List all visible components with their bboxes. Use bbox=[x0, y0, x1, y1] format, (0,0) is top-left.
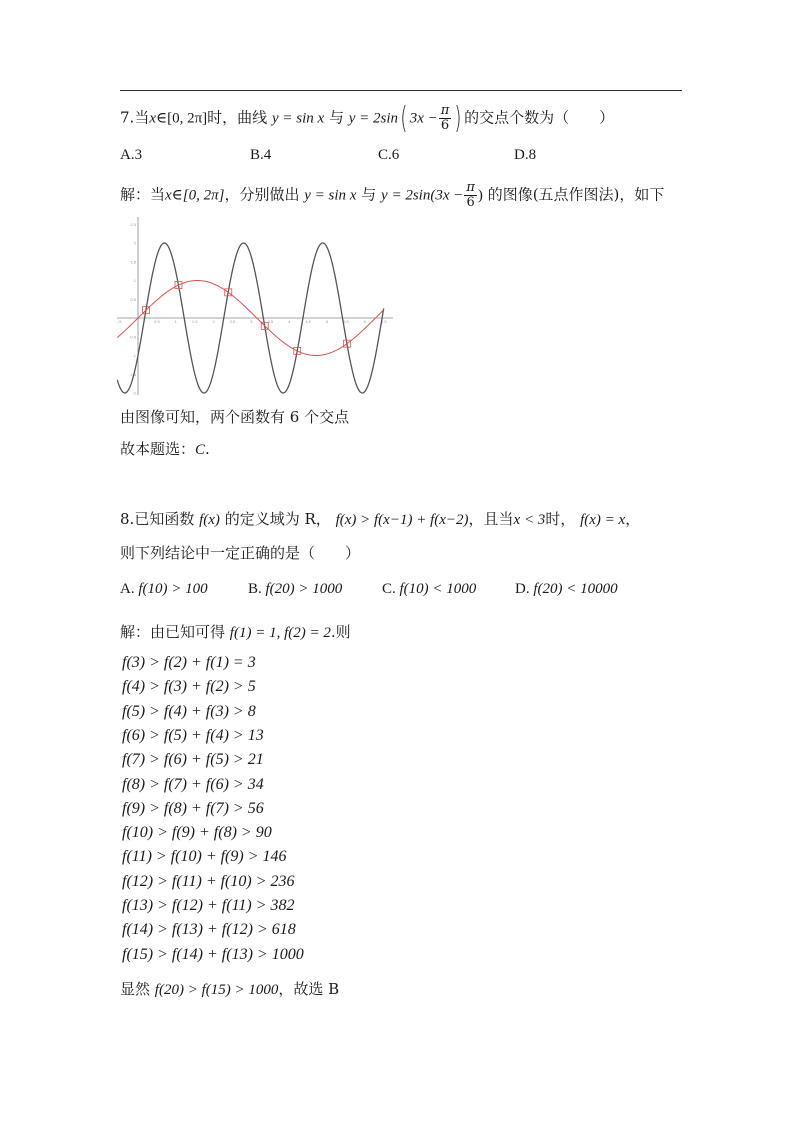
option-expr: f(10) < 1000 bbox=[399, 581, 477, 597]
q7-text: 当 bbox=[134, 108, 150, 127]
q7-option-d: D.8 bbox=[514, 147, 537, 163]
y-tick-label: -2 bbox=[132, 390, 136, 395]
solution-domain: x∈[0, 2π] bbox=[165, 187, 225, 204]
q8-condition: x < 3 bbox=[513, 512, 546, 528]
q7-text: 时，曲线 bbox=[207, 108, 268, 127]
left-paren: ( bbox=[400, 100, 408, 136]
solution-text: 与 bbox=[361, 185, 377, 204]
solution-step: f(15) > f(14) + f(13) > 1000 bbox=[122, 945, 304, 963]
x-tick-label: 6.5 bbox=[380, 319, 387, 324]
q8-option-b bbox=[248, 579, 342, 599]
q8-option-a bbox=[120, 579, 208, 599]
solution-text: .则 bbox=[330, 623, 351, 641]
y-tick-label: 2.5 bbox=[130, 221, 136, 227]
solution-step: f(6) > f(5) + f(4) > 13 bbox=[122, 726, 264, 744]
q7-text: 的交点个数为（ ） bbox=[464, 108, 615, 127]
q7-curve2: y = 2sin bbox=[348, 110, 399, 127]
solution-step: f(13) > f(12) + f(11) > 382 bbox=[122, 897, 295, 914]
solution-text: 的图像(五点作图法)，如下 bbox=[487, 185, 665, 204]
q7-number: 7. bbox=[120, 108, 135, 127]
solution-step: f(12) > f(11) + f(10) > 236 bbox=[122, 872, 295, 890]
q8-number: 8. bbox=[120, 510, 135, 528]
solution-text: ，分别做出 bbox=[224, 185, 300, 204]
q7-option-c: C.6 bbox=[378, 147, 400, 163]
q7-stem bbox=[120, 100, 615, 136]
q7-text: 与 bbox=[328, 108, 344, 127]
q8-stem-line2: 则下列结论中一定正确的是（ ） bbox=[120, 544, 361, 562]
solution-expr: f(1) = 1, f(2) = 2 bbox=[229, 625, 331, 641]
solution-step: f(14) > f(13) + f(12) > 618 bbox=[122, 921, 296, 939]
x-tick-label: -.5 bbox=[117, 319, 122, 324]
solution-curve1: y = sin x bbox=[304, 187, 357, 204]
solution-text: 解：由已知可得 bbox=[120, 623, 226, 641]
x-tick-label: 1.5 bbox=[191, 319, 198, 324]
q8-text: 的定义域为 R， bbox=[224, 510, 331, 528]
x-tick-label: 2 bbox=[212, 319, 215, 324]
q7-solution-intro bbox=[120, 181, 664, 210]
solution-step: f(11) > f(10) + f(9) > 146 bbox=[122, 848, 287, 866]
solution-step: f(8) > f(7) + f(6) > 34 bbox=[122, 775, 264, 793]
solution-step: f(3) > f(2) + f(1) = 3 bbox=[122, 654, 256, 671]
q7-curve1: y = sin x bbox=[271, 110, 325, 127]
q7-domain: ∈[0, 2π] bbox=[156, 110, 208, 127]
q7-option-b: B.4 bbox=[250, 147, 272, 163]
frac-num: π bbox=[440, 103, 450, 118]
q8-text: 时， bbox=[545, 510, 576, 528]
final-text: 显然 bbox=[120, 980, 151, 998]
frac-num: π bbox=[466, 180, 475, 195]
final-expr: f(20) > f(15) > 1000 bbox=[154, 982, 279, 998]
final-text: ，故选 B bbox=[278, 980, 340, 998]
solution-text: 解：当 bbox=[120, 185, 166, 204]
solution-step: f(7) > f(6) + f(5) > 21 bbox=[122, 751, 264, 769]
q8-solution-intro bbox=[120, 622, 351, 643]
header-rule bbox=[120, 90, 682, 91]
q8-text: ， bbox=[625, 510, 641, 528]
intersection-graph-figure bbox=[117, 217, 393, 395]
y-tick-label: -1 bbox=[132, 353, 136, 358]
q8-recurrence: f(x) > f(x−1) + f(x−2) bbox=[335, 512, 469, 528]
x-tick-label: 0.5 bbox=[154, 319, 160, 324]
x-tick-label: 5 bbox=[325, 319, 329, 324]
x-tick-label: 1 bbox=[174, 319, 177, 324]
q7-conclusion: 由图像可知，两个函数有 6 个交点 bbox=[120, 408, 350, 426]
x-tick-label: 5.5 bbox=[343, 319, 349, 324]
q8-option-d bbox=[515, 579, 618, 599]
x-tick-label: 3 bbox=[250, 319, 253, 324]
frac-den: 6 bbox=[440, 118, 450, 133]
q8-base: f(x) = x bbox=[580, 512, 626, 528]
frac-den: 6 bbox=[466, 195, 475, 210]
q7-var: x bbox=[149, 110, 156, 127]
q7-answer bbox=[120, 439, 210, 460]
solution-step: f(10) > f(9) + f(8) > 90 bbox=[122, 824, 272, 842]
q8-fx: f(x) bbox=[199, 512, 220, 528]
option-expr: f(20) > 1000 bbox=[265, 581, 343, 597]
answer-label: 故本题选： bbox=[120, 440, 196, 458]
option-expr: f(10) > 100 bbox=[138, 581, 208, 597]
q8-text: ，且当 bbox=[468, 510, 514, 528]
option-letter: C. bbox=[382, 581, 396, 597]
answer-suffix: . bbox=[205, 440, 210, 458]
x-tick-label: 2.5 bbox=[229, 319, 236, 324]
solution-step: f(5) > f(4) + f(3) > 8 bbox=[122, 702, 256, 720]
y-tick-label: 0.5 bbox=[130, 296, 136, 302]
option-letter: A. bbox=[120, 581, 135, 597]
q8-final bbox=[120, 979, 339, 1000]
y-tick-label: 1 bbox=[133, 278, 136, 283]
q8-option-c bbox=[382, 579, 476, 599]
q8-text: 已知函数 bbox=[134, 510, 195, 528]
q7-option-a: A.3 bbox=[120, 147, 143, 163]
pi-over-6-fraction bbox=[439, 104, 452, 133]
y-tick-label: 2 bbox=[133, 240, 136, 246]
x-tick-label: 6 bbox=[363, 319, 366, 324]
answer-value: C bbox=[195, 442, 206, 458]
solution-step: f(9) > f(8) + f(7) > 56 bbox=[122, 799, 264, 817]
x-tick-labels bbox=[117, 319, 387, 324]
q7-curve2-inner: 3x − bbox=[409, 110, 438, 127]
y-tick-label: -0.5 bbox=[129, 334, 136, 340]
right-paren: ) bbox=[454, 100, 462, 136]
solution-step: f(4) > f(3) + f(2) > 5 bbox=[122, 678, 256, 696]
x-tick-label: 4.5 bbox=[305, 319, 311, 324]
option-letter: B. bbox=[248, 581, 262, 597]
pi-over-6-fraction bbox=[464, 181, 477, 210]
y-tick-label: 1.5 bbox=[130, 259, 136, 265]
option-letter: D. bbox=[515, 581, 530, 597]
option-expr: f(20) < 10000 bbox=[533, 581, 618, 597]
q8-stem-line1 bbox=[120, 509, 640, 530]
close-paren: ) bbox=[477, 187, 483, 204]
x-tick-label: 4 bbox=[288, 319, 291, 324]
y-tick-label: -1.5 bbox=[129, 371, 136, 377]
x-tick-label: 3.5 bbox=[267, 319, 274, 324]
solution-curve2: y = 2sin(3x − bbox=[381, 187, 464, 204]
